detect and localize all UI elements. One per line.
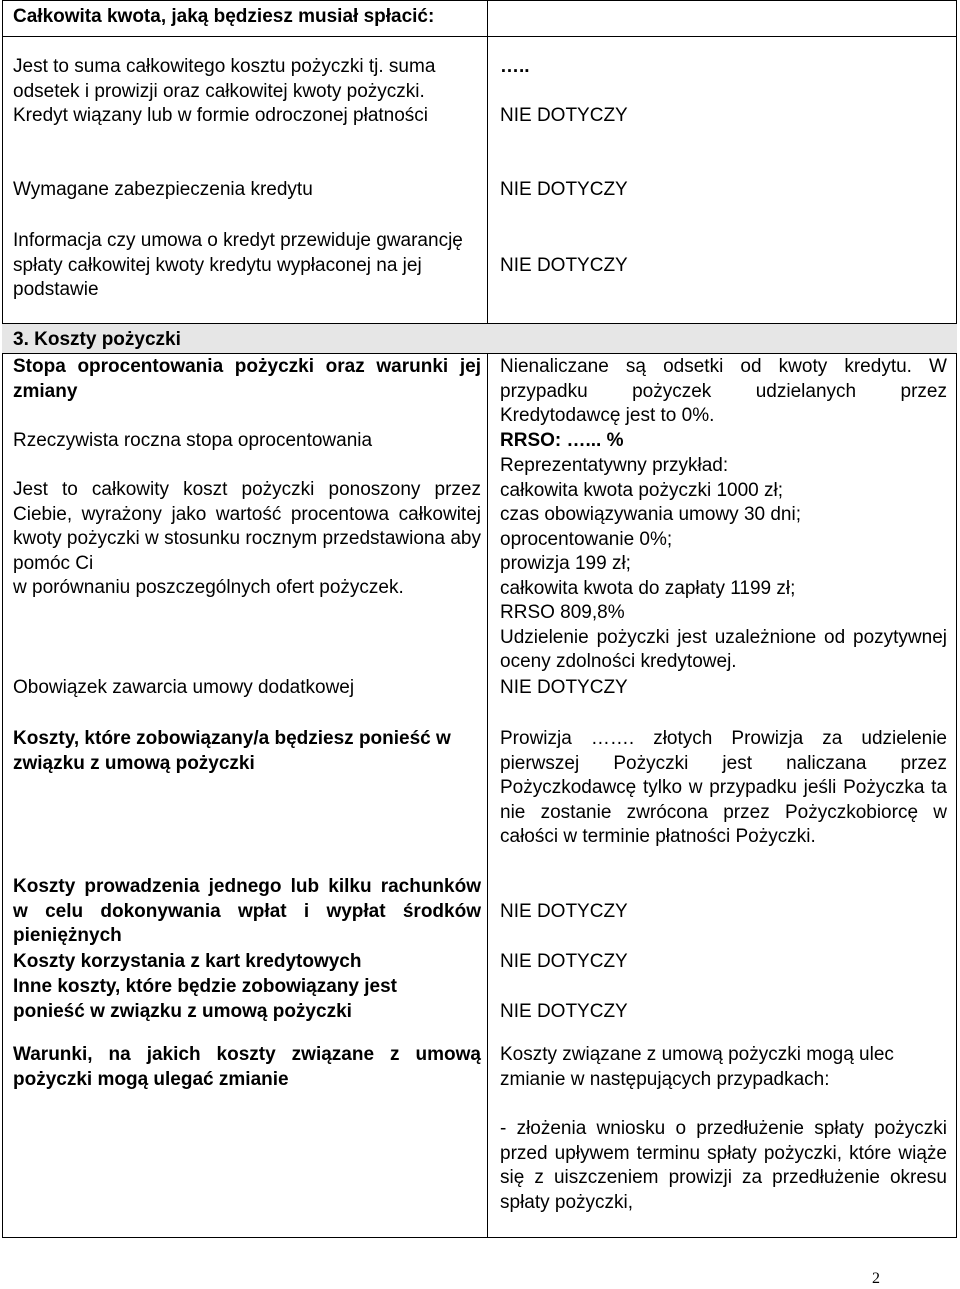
collateral-value: NIE DOTYCZY <box>500 179 628 200</box>
rate-label: Stopa oprocentowania pożyczki oraz warunki jej zmiany <box>13 356 481 402</box>
cards-value: NIE DOTYCZY <box>500 951 628 972</box>
additional-contract-value: NIE DOTYCZY <box>500 677 628 698</box>
row-divider <box>2 323 957 324</box>
column-divider-top <box>487 0 488 323</box>
section-3-heading: 3. Koszty pożyczki <box>13 329 181 350</box>
rate-value: Nienaliczane są odsetki od kwoty kredytu. W przypadku pożyczek udzielanych przez Kredytodawcę jest to 0%. <box>500 356 947 426</box>
costs-label: Koszty, które zobowiązany/a będziesz ponieść w związku z umową pożyczki <box>13 728 451 774</box>
example-line: oprocentowanie 0%; <box>500 528 673 550</box>
row-divider <box>2 353 957 354</box>
guarantee-value: NIE DOTYCZY <box>500 255 628 276</box>
example-line: prowizja 199 zł; <box>500 553 631 574</box>
example-line: Reprezentatywny przykład: <box>500 455 729 476</box>
total-amount-desc: Jest to suma całkowitego kosztu pożyczki tj. suma odsetek i prowizji oraz całkowitej kwoty pożyczki. <box>13 56 436 102</box>
apr-label: Rzeczywista roczna stopa oprocentowania <box>13 430 373 451</box>
cost-change-label: Warunki, na jakich koszty związane z umową pożyczki mogą ulegać zmianie <box>13 1044 481 1090</box>
cost-change-item: - złożenia wniosku o przedłużenie spłaty pożyczki przed upływem terminu spłaty pożyczki, które wiąże się z uiszczeniem prowizji za przedłużenie okresu spłaty pożyczki, <box>500 1118 947 1213</box>
total-amount-value: ….. <box>500 56 530 77</box>
example-line: czas obowiązywania umowy 30 dni; <box>500 504 801 525</box>
accounts-value: NIE DOTYCZY <box>500 901 628 922</box>
guarantee-label: Informacja czy umowa o kredyt przewiduje gwarancję spłaty całkowitej kwoty kredytu wypłaconej na jej podstawie <box>13 230 463 300</box>
collateral-label: Wymagane zabezpieczenia kredytu <box>13 179 313 200</box>
page-number: 2 <box>872 1270 880 1287</box>
cost-change-value: Koszty związane z umową pożyczki mogą ulec zmianie w następujących przypadkach: <box>500 1044 894 1090</box>
row-divider <box>2 36 957 37</box>
additional-contract-label: Obowiązek zawarcia umowy dodatkowej <box>13 677 355 698</box>
column-divider-bottom <box>487 353 488 1238</box>
apr-description: Jest to całkowity koszt pożyczki ponoszony przez Ciebie, wyrażony jako wartość procentowa całkowitej kwoty pożyczki w stosunku rocznym przedstawiona aby pomóc Ci w porównaniu poszczególnych ofert pożyczek. <box>13 479 481 598</box>
deferred-value: NIE DOTYCZY <box>500 105 628 126</box>
costs-value: Prowizja ……. złotych Prowizja za udzielenie pierwszej Pożyczki jest naliczana przez Pożyczkodawcę tylko w przypadku jeśli Pożyczka ta nie zostanie zwrócona przez Pożyczkobiorcę w całości w terminie płatności Pożyczki. <box>500 728 947 847</box>
deferred-label: Kredyt wiązany lub w formie odroczonej płatności <box>13 105 429 126</box>
representative-example <box>500 454 947 675</box>
example-line: całkowita kwota pożyczki 1000 zł; <box>500 479 784 501</box>
other-costs-value: NIE DOTYCZY <box>500 1001 628 1022</box>
other-costs-label: Inne koszty, które będzie zobowiązany jest ponieść w związku z umową pożyczki <box>13 976 397 1022</box>
example-line: całkowita kwota do zapłaty 1199 zł; <box>500 577 796 599</box>
total-amount-label: Całkowita kwota, jaką będziesz musiał spłacić: <box>13 6 435 27</box>
cards-label: Koszty korzystania z kart kredytowych <box>13 951 362 972</box>
example-note: Udzielenie pożyczki jest uzależnione od pozytywnej oceny zdolności kredytowej. <box>500 626 947 672</box>
example-line: RRSO 809,8% <box>500 602 625 623</box>
apr-value: RRSO: …... % <box>500 430 624 451</box>
accounts-label: Koszty prowadzenia jednego lub kilku rachunków w celu dokonywania wpłat i wypłat środków pieniężnych <box>13 876 481 946</box>
